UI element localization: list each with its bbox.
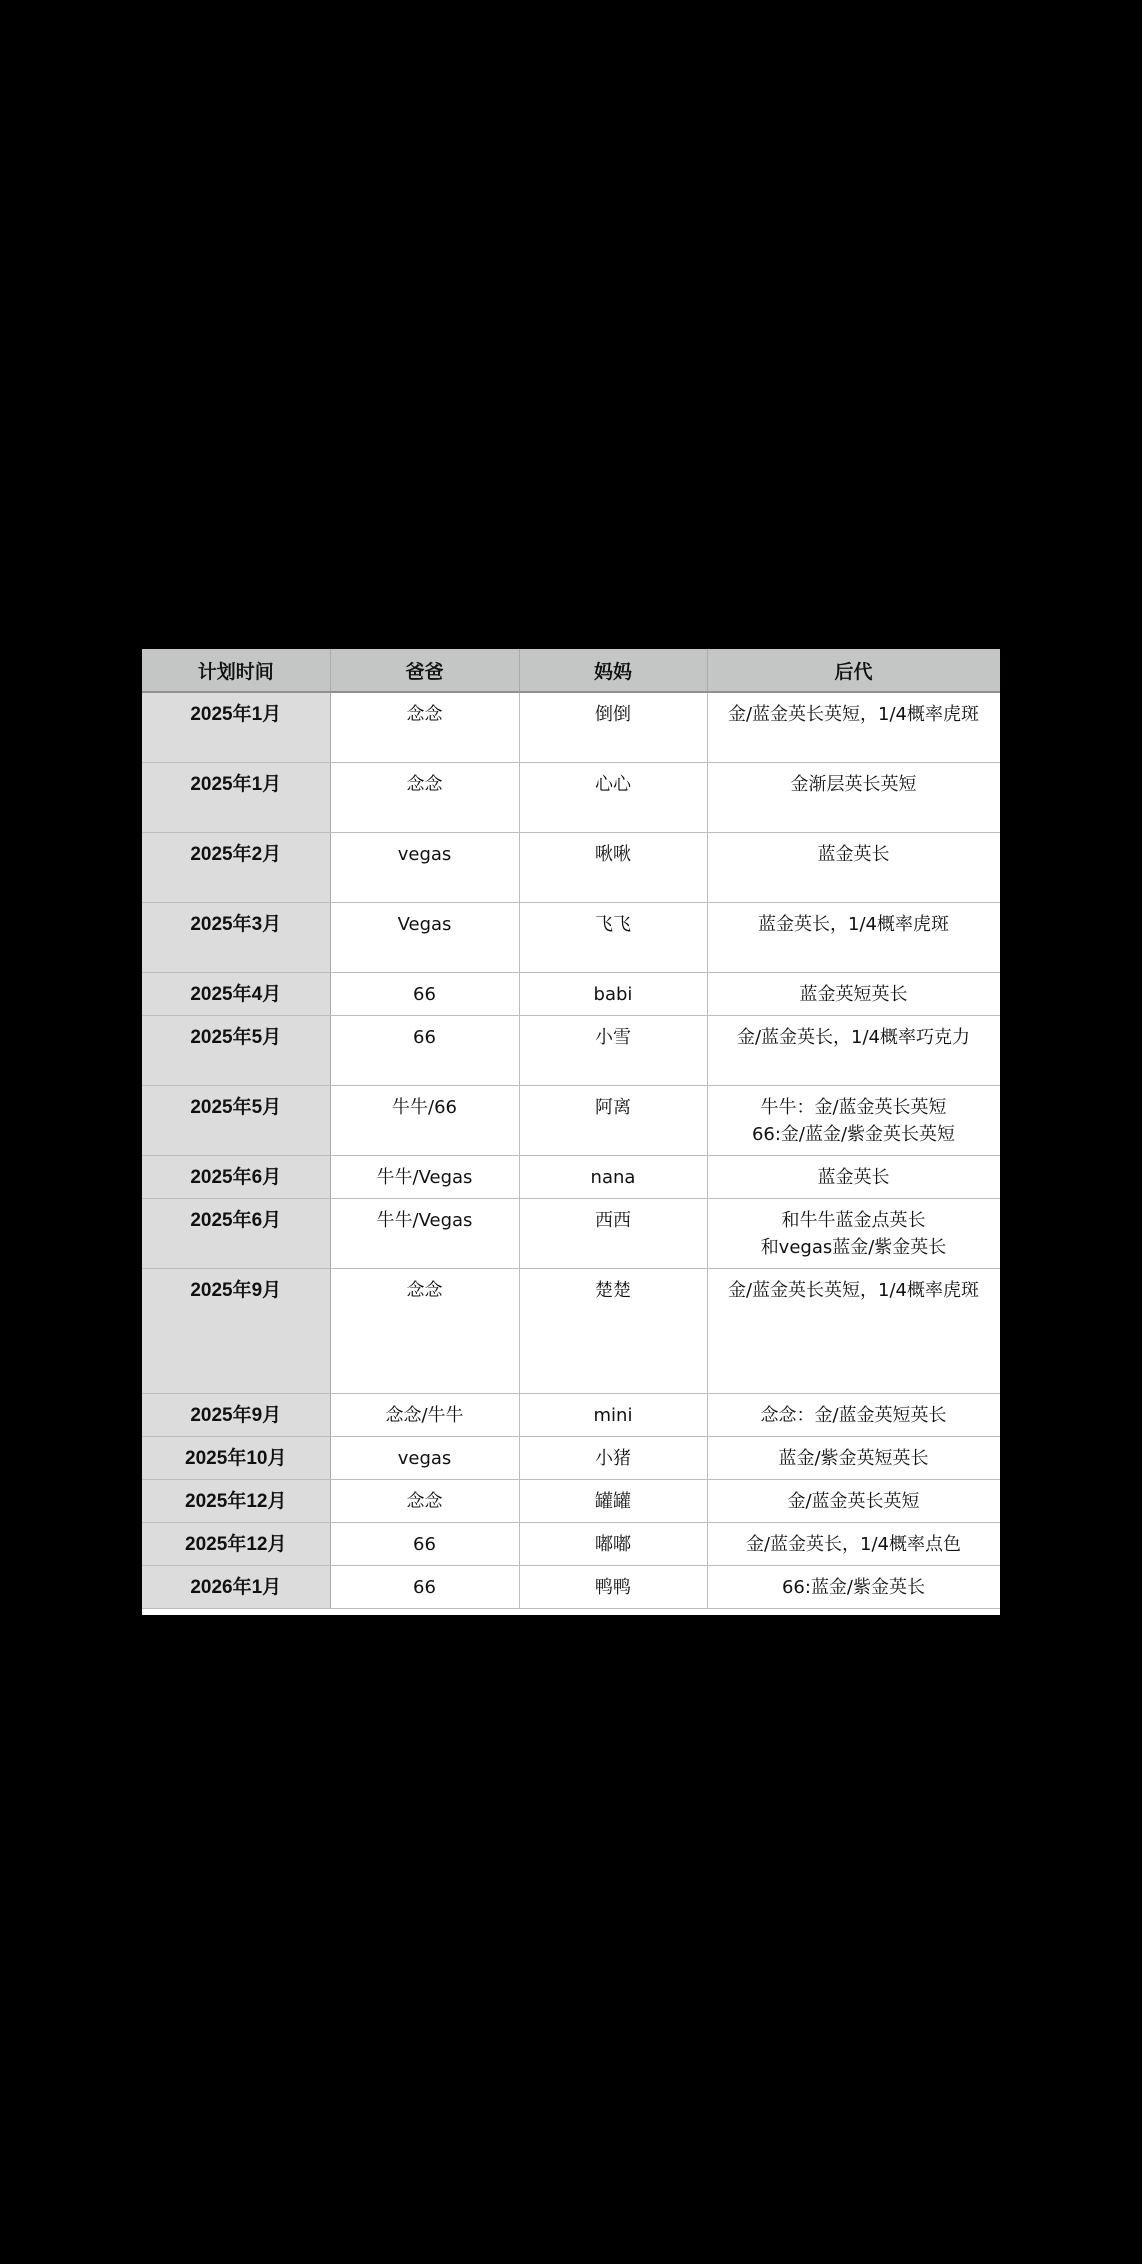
mother-cell: 小猪 [519, 1436, 707, 1479]
offspring-line: 蓝金英短英长 [799, 983, 908, 1005]
table-row [142, 902, 1000, 972]
offspring-cell [707, 1565, 1000, 1608]
table-body [142, 692, 1000, 1608]
father-cell: 牛牛/66 [330, 1085, 519, 1155]
plan-time-cell: 2026年1月 [142, 1565, 330, 1608]
mother-cell: 罐罐 [519, 1479, 707, 1522]
table-row [142, 1565, 1000, 1608]
offspring-line: 蓝金英长 [817, 843, 890, 865]
offspring-cell [707, 1393, 1000, 1436]
header-offspring: 后代 [707, 649, 1000, 692]
table-row [142, 1393, 1000, 1436]
offspring-line: 蓝金英长 [817, 1166, 890, 1188]
mother-cell: 心心 [519, 762, 707, 832]
plan-time-cell: 2025年4月 [142, 972, 330, 1015]
offspring-line: 66:金/蓝金/紫金英长英短 [751, 1123, 956, 1145]
father-cell: 66 [330, 972, 519, 1015]
table-row [142, 1479, 1000, 1522]
father-cell: 牛牛/Vegas [330, 1155, 519, 1198]
table-row [142, 1268, 1000, 1393]
table-row [142, 762, 1000, 832]
offspring-line: 蓝金/紫金英短英长 [778, 1447, 929, 1469]
offspring-cell [707, 1085, 1000, 1155]
father-cell: 牛牛/Vegas [330, 1198, 519, 1268]
father-cell: 念念 [330, 1268, 519, 1393]
father-cell: vegas [330, 1436, 519, 1479]
table-row [142, 1085, 1000, 1155]
mother-cell: 楚楚 [519, 1268, 707, 1393]
mother-cell: nana [519, 1155, 707, 1198]
father-cell: 66 [330, 1565, 519, 1608]
mother-cell: 鸭鸭 [519, 1565, 707, 1608]
header-plan-time: 计划时间 [142, 649, 330, 692]
offspring-cell [707, 902, 1000, 972]
table-row [142, 1015, 1000, 1085]
table-header-row [142, 649, 1000, 692]
mother-cell: babi [519, 972, 707, 1015]
table-row [142, 1522, 1000, 1565]
plan-time-cell: 2025年12月 [142, 1522, 330, 1565]
plan-time-cell: 2025年1月 [142, 762, 330, 832]
offspring-cell [707, 1479, 1000, 1522]
header-father: 爸爸 [330, 649, 519, 692]
plan-time-cell: 2025年6月 [142, 1155, 330, 1198]
father-cell: 念念/牛牛 [330, 1393, 519, 1436]
table-row [142, 1436, 1000, 1479]
mother-cell: 嘟嘟 [519, 1522, 707, 1565]
plan-time-cell: 2025年9月 [142, 1268, 330, 1393]
mother-cell: mini [519, 1393, 707, 1436]
offspring-cell [707, 972, 1000, 1015]
plan-time-cell: 2025年5月 [142, 1015, 330, 1085]
mother-cell: 阿离 [519, 1085, 707, 1155]
mother-cell: 小雪 [519, 1015, 707, 1085]
offspring-line: 66:蓝金/紫金英长 [781, 1576, 926, 1598]
father-cell: 念念 [330, 1479, 519, 1522]
plan-time-cell: 2025年12月 [142, 1479, 330, 1522]
offspring-cell [707, 1268, 1000, 1393]
plan-time-cell: 2025年5月 [142, 1085, 330, 1155]
offspring-line: 金/蓝金英长英短，1/4概率虎斑 [727, 1279, 980, 1301]
offspring-line: 念念：金/蓝金英短英长 [760, 1404, 947, 1426]
plan-time-cell: 2025年10月 [142, 1436, 330, 1479]
offspring-cell [707, 692, 1000, 762]
offspring-line: 金/蓝金英长英短 [787, 1490, 920, 1512]
plan-time-cell: 2025年6月 [142, 1198, 330, 1268]
offspring-line: 蓝金英长，1/4概率虎斑 [758, 913, 949, 935]
breeding-plan-table [142, 649, 1000, 1609]
offspring-line: 金/蓝金英长英短，1/4概率虎斑 [727, 704, 980, 725]
plan-time-cell: 2025年1月 [142, 692, 330, 762]
father-cell: 念念 [330, 692, 519, 762]
offspring-line: 和vegas蓝金/紫金英长 [760, 1236, 947, 1258]
breeding-plan-sheet [142, 649, 1000, 1615]
table-row [142, 832, 1000, 902]
offspring-cell [707, 1015, 1000, 1085]
offspring-cell [707, 1436, 1000, 1479]
mother-cell: 倒倒 [519, 692, 707, 762]
offspring-cell [707, 1522, 1000, 1565]
mother-cell: 西西 [519, 1198, 707, 1268]
father-cell: Vegas [330, 902, 519, 972]
offspring-cell [707, 1155, 1000, 1198]
father-cell: 念念 [330, 762, 519, 832]
plan-time-cell: 2025年9月 [142, 1393, 330, 1436]
father-cell: 66 [330, 1522, 519, 1565]
mother-cell: 啾啾 [519, 832, 707, 902]
table-row [142, 1155, 1000, 1198]
offspring-line: 金/蓝金英长，1/4概率巧克力 [736, 1026, 971, 1048]
table-row [142, 1198, 1000, 1268]
father-cell: 66 [330, 1015, 519, 1085]
offspring-line: 牛牛：金/蓝金英长英短 [760, 1096, 947, 1118]
offspring-line: 金渐层英长英短 [790, 773, 917, 795]
offspring-cell [707, 832, 1000, 902]
table-row [142, 692, 1000, 762]
header-mother: 妈妈 [519, 649, 707, 692]
table-row [142, 972, 1000, 1015]
offspring-cell [707, 1198, 1000, 1268]
plan-time-cell: 2025年3月 [142, 902, 330, 972]
mother-cell: 飞飞 [519, 902, 707, 972]
father-cell: vegas [330, 832, 519, 902]
offspring-line: 和牛牛蓝金点英长 [781, 1209, 926, 1231]
offspring-line: 金/蓝金英长，1/4概率点色 [745, 1533, 962, 1555]
plan-time-cell: 2025年2月 [142, 832, 330, 902]
offspring-cell [707, 762, 1000, 832]
